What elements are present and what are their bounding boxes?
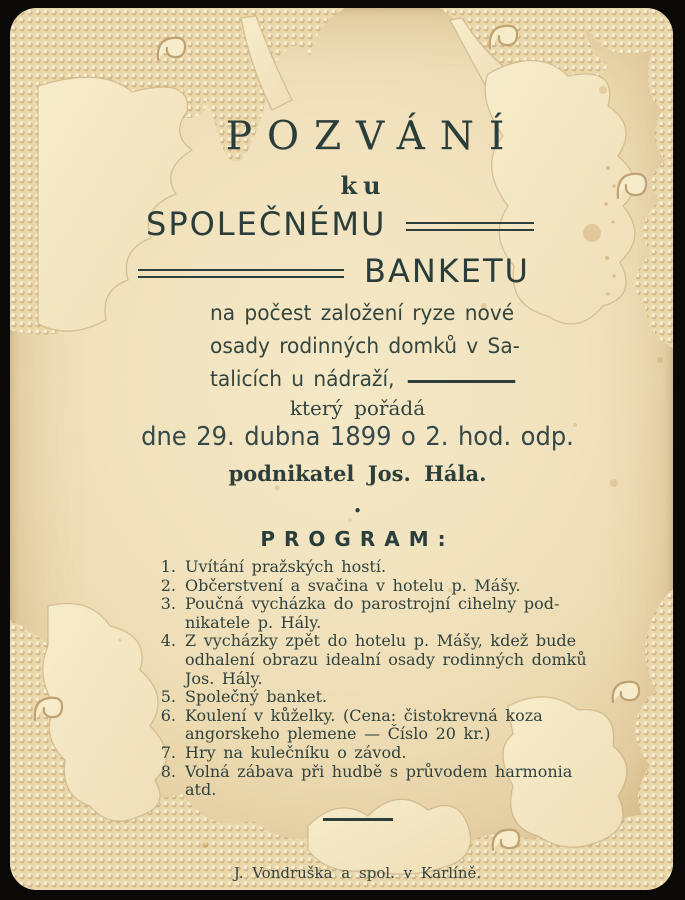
headline-row-2 <box>138 252 673 290</box>
card-title: POZVÁNÍ <box>225 114 520 159</box>
invitation-card <box>10 8 673 890</box>
program-item <box>150 595 673 632</box>
host-name: podnikatel Jos. Hála. <box>228 461 487 486</box>
program-item-text: Poučná vycházka do parostrojní cihelny pod- nikatele p. Hály. <box>185 594 560 632</box>
occasion-line <box>210 363 673 396</box>
program-item-number: 5. <box>160 687 176 707</box>
program-item-text: Občerstvení a svačina v hotelu p. Mášy. <box>185 575 521 595</box>
separator-dot: • <box>353 502 362 520</box>
double-rule-left <box>138 269 344 278</box>
occasion-line: na počest založení ryze nové <box>210 301 515 325</box>
printed-content <box>42 8 673 890</box>
program-item-number: 3. <box>160 594 176 614</box>
program-item-number: 6. <box>160 705 176 725</box>
program-item-text: Z vycházky zpět do hotelu p. Mášy, kdež bude odhalení obrazu idealní osady rodinných domků Jos. Hály. <box>185 631 587 688</box>
program-item-text: Volná zábava při hudbě s průvodem harmonia atd. <box>185 761 573 800</box>
occasion-line-text: talicích u nádraží, <box>210 367 395 391</box>
headline-word-2: BANKETU <box>364 252 530 290</box>
program-item <box>150 558 673 577</box>
program-item <box>150 632 673 688</box>
program-heading: PROGRAM: <box>260 527 455 551</box>
host-intro: který pořádá <box>289 396 426 420</box>
section-divider <box>42 809 673 828</box>
filler-rule <box>408 380 516 383</box>
program-item-number: 2. <box>160 575 176 595</box>
headline-word-1: SPOLEČNÉMU <box>146 205 387 243</box>
program-item-number: 4. <box>160 631 176 651</box>
headline-row-1 <box>146 205 673 243</box>
program-item-number: 8. <box>160 761 176 781</box>
program-item <box>150 707 673 744</box>
occasion-text <box>210 297 673 396</box>
printer-imprint: J. Vondruška a spol. v Karlíně. <box>233 864 482 882</box>
program-item <box>150 744 673 763</box>
connector-word: ku <box>340 171 387 200</box>
program-item <box>150 577 673 596</box>
program-item-text: Koulení v kůželky. (Cena: čistokrevná koza angorskeho plemene — Číslo 20 kr.) <box>185 705 543 744</box>
program-item <box>150 688 673 707</box>
program-item-text: Společný banket. <box>185 687 328 707</box>
program-item <box>150 763 673 800</box>
double-rule-right <box>406 222 534 231</box>
program-list <box>150 558 673 800</box>
event-datetime: dne 29. dubna 1899 o 2. hod. odp. <box>141 422 574 452</box>
program-item-text: Hry na kulečníku o závod. <box>185 742 407 762</box>
occasion-line: osady rodinných domků v Sa- <box>210 334 520 358</box>
program-item-text: Uvítání pražských hostí. <box>185 557 387 576</box>
program-item-number: 7. <box>160 742 176 762</box>
program-item-number: 1. <box>160 557 176 576</box>
